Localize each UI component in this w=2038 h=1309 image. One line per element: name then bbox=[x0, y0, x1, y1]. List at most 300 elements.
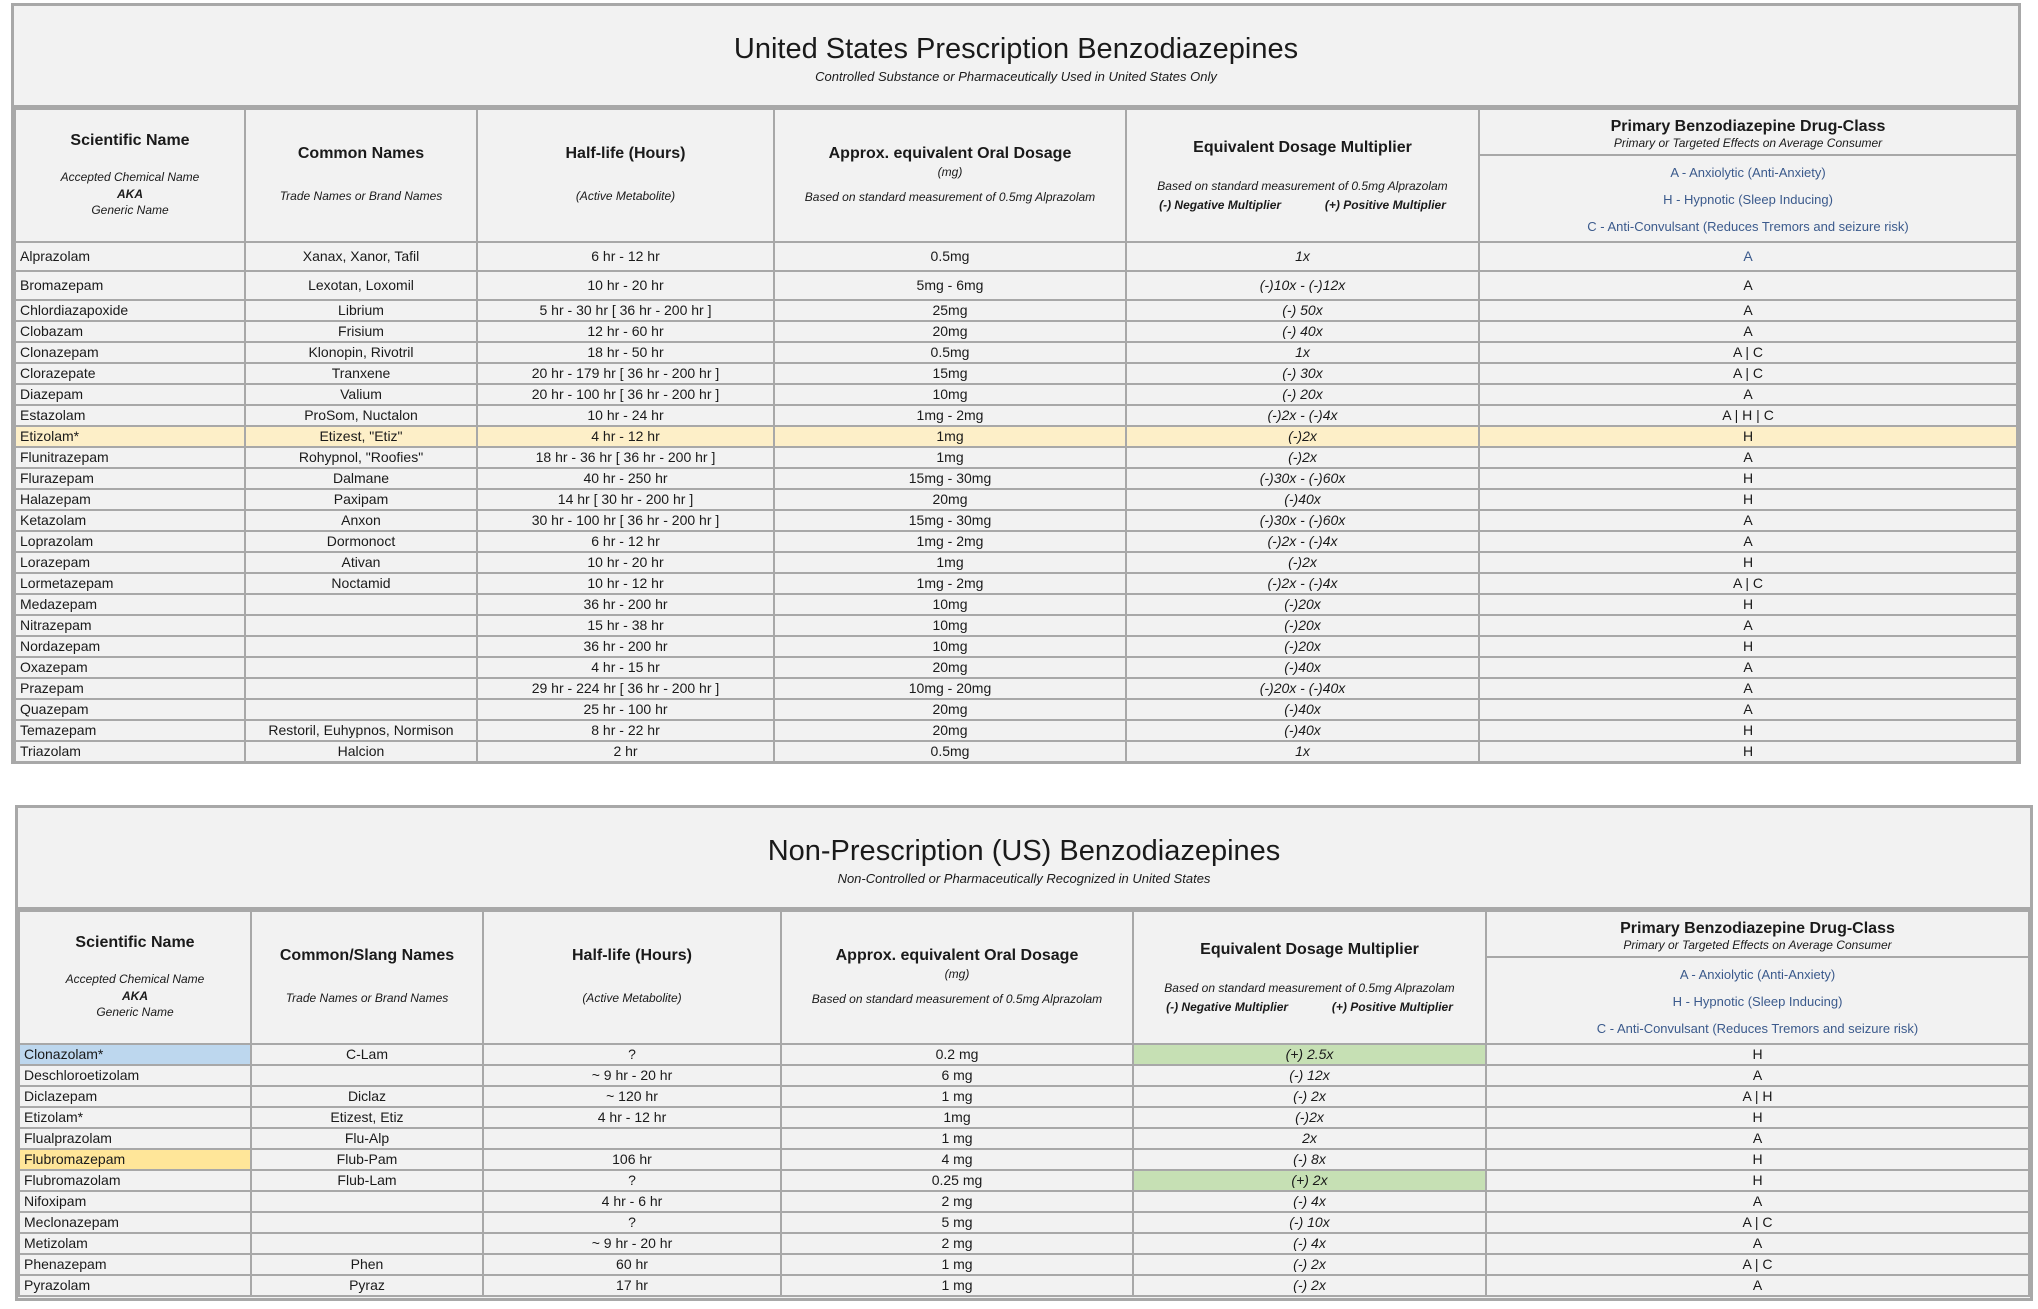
header-dose-title: Approx. equivalent Oral Dosage bbox=[828, 144, 1072, 162]
cell-half-life bbox=[483, 1128, 781, 1149]
cell-common-names: Restoril, Euhypnos, Normison bbox=[245, 720, 477, 741]
cell-multiplier: (-) 2x bbox=[1133, 1254, 1486, 1275]
nonrx-table-subtitle: Non-Controlled or Pharmaceutically Recognized in United States bbox=[837, 871, 1211, 886]
legend-anticonvulsant: C - Anti-Convulsant (Reduces Tremors and seizure risk) bbox=[1587, 218, 1909, 234]
cell-multiplier: (-) 10x bbox=[1133, 1212, 1486, 1233]
nonrx-header-row bbox=[19, 911, 2029, 1044]
cell-multiplier: (-)2x - (-)4x bbox=[1126, 405, 1479, 426]
cell-scientific-name: Oxazepam bbox=[15, 657, 245, 678]
cell-oral-dosage: 15mg bbox=[774, 363, 1126, 384]
cell-half-life: 36 hr - 200 hr bbox=[477, 636, 774, 657]
cell-common-names: Dalmane bbox=[245, 468, 477, 489]
header-dose-sub: Based on standard measurement of 0.5mg Alprazolam bbox=[811, 991, 1103, 1006]
class-legend bbox=[1480, 156, 2016, 240]
header-half-sub: (Active Metabolite) bbox=[575, 189, 676, 203]
cell-multiplier: (-)40x bbox=[1126, 489, 1479, 510]
cell-drug-class: A bbox=[1479, 615, 2017, 636]
header-class-head bbox=[1480, 112, 2016, 156]
cell-half-life: 10 hr - 12 hr bbox=[477, 573, 774, 594]
us-prescription-panel bbox=[11, 3, 2021, 764]
cell-common-names: Anxon bbox=[245, 510, 477, 531]
cell-common-names: Lexotan, Loxomil bbox=[245, 271, 477, 300]
cell-oral-dosage: 15mg - 30mg bbox=[774, 510, 1126, 531]
table-row bbox=[19, 1107, 2029, 1128]
cell-oral-dosage: 1 mg bbox=[781, 1254, 1133, 1275]
table-row bbox=[15, 615, 2017, 636]
table-row bbox=[15, 447, 2017, 468]
cell-half-life: 15 hr - 38 hr bbox=[477, 615, 774, 636]
cell-multiplier: (-)40x bbox=[1126, 657, 1479, 678]
cell-oral-dosage: 20mg bbox=[774, 720, 1126, 741]
cell-drug-class: H bbox=[1479, 426, 2017, 447]
cell-common-names: Rohypnol, "Roofies" bbox=[245, 447, 477, 468]
cell-multiplier: (-)20x - (-)40x bbox=[1126, 678, 1479, 699]
cell-scientific-name: Nifoxipam bbox=[19, 1191, 251, 1212]
header-class-sub: Primary or Targeted Effects on Average Consumer bbox=[1613, 135, 1883, 150]
cell-drug-class: H bbox=[1486, 1044, 2029, 1065]
cell-multiplier: (-)10x - (-)12x bbox=[1126, 271, 1479, 300]
cell-half-life: ? bbox=[483, 1212, 781, 1233]
header-scientific-name bbox=[19, 911, 251, 1044]
cell-oral-dosage: 20mg bbox=[774, 489, 1126, 510]
cell-drug-class: H bbox=[1479, 489, 2017, 510]
cell-drug-class: A bbox=[1486, 1191, 2029, 1212]
cell-common-names: Etizest, "Etiz" bbox=[245, 426, 477, 447]
cell-oral-dosage: 5 mg bbox=[781, 1212, 1133, 1233]
cell-drug-class: A | C bbox=[1479, 363, 2017, 384]
header-drug-class bbox=[1486, 911, 2029, 1044]
table-row bbox=[19, 1065, 2029, 1086]
header-mult-neg: (-) Negative Multiplier bbox=[1159, 198, 1282, 212]
cell-half-life: 36 hr - 200 hr bbox=[477, 594, 774, 615]
cell-drug-class: H bbox=[1479, 468, 2017, 489]
cell-drug-class: A bbox=[1479, 321, 2017, 342]
cell-oral-dosage: 1mg - 2mg bbox=[774, 573, 1126, 594]
table-row bbox=[15, 384, 2017, 405]
cell-scientific-name: Halazepam bbox=[15, 489, 245, 510]
header-dose-unit: (mg) bbox=[944, 966, 970, 981]
table-row bbox=[19, 1233, 2029, 1254]
cell-half-life: ? bbox=[483, 1170, 781, 1191]
table-row bbox=[19, 1212, 2029, 1233]
header-common-sub: Trade Names or Brand Names bbox=[285, 991, 449, 1005]
cell-scientific-name: Phenazepam bbox=[19, 1254, 251, 1275]
table-row bbox=[19, 1044, 2029, 1065]
cell-common-names: Phen bbox=[251, 1254, 483, 1275]
cell-half-life: ~ 9 hr - 20 hr bbox=[483, 1233, 781, 1254]
cell-scientific-name: Flubromazolam bbox=[19, 1170, 251, 1191]
cell-drug-class: A bbox=[1479, 531, 2017, 552]
cell-common-names: C-Lam bbox=[251, 1044, 483, 1065]
cell-common-names: Paxipam bbox=[245, 489, 477, 510]
non-prescription-panel bbox=[15, 805, 2033, 1301]
cell-drug-class: A | H | C bbox=[1479, 405, 2017, 426]
cell-drug-class: A bbox=[1479, 300, 2017, 321]
cell-oral-dosage: 1mg - 2mg bbox=[774, 531, 1126, 552]
cell-half-life: 2 hr bbox=[477, 741, 774, 762]
cell-common-names: Tranxene bbox=[245, 363, 477, 384]
header-sci-line1: Accepted Chemical Name bbox=[60, 169, 200, 184]
cell-scientific-name: Ketazolam bbox=[15, 510, 245, 531]
cell-multiplier: (-)2x bbox=[1126, 447, 1479, 468]
cell-half-life: 14 hr [ 30 hr - 200 hr ] bbox=[477, 489, 774, 510]
cell-scientific-name: Lormetazepam bbox=[15, 573, 245, 594]
legend-anxiolytic: A - Anxiolytic (Anti-Anxiety) bbox=[1670, 164, 1826, 180]
cell-half-life: 60 hr bbox=[483, 1254, 781, 1275]
header-dose-title: Approx. equivalent Oral Dosage bbox=[835, 946, 1079, 964]
header-class-sub: Primary or Targeted Effects on Average Consumer bbox=[1623, 937, 1892, 952]
cell-oral-dosage: 2 mg bbox=[781, 1191, 1133, 1212]
cell-drug-class: A | C bbox=[1486, 1254, 2029, 1275]
cell-multiplier: 1x bbox=[1126, 342, 1479, 363]
cell-scientific-name: Etizolam* bbox=[15, 426, 245, 447]
cell-multiplier: (-) 30x bbox=[1126, 363, 1479, 384]
cell-scientific-name: Clonazepam bbox=[15, 342, 245, 363]
cell-multiplier: (-) 4x bbox=[1133, 1233, 1486, 1254]
cell-scientific-name: Quazepam bbox=[15, 699, 245, 720]
cell-drug-class: A | H bbox=[1486, 1086, 2029, 1107]
cell-oral-dosage: 1mg - 2mg bbox=[774, 405, 1126, 426]
cell-half-life: 20 hr - 100 hr [ 36 hr - 200 hr ] bbox=[477, 384, 774, 405]
table-row bbox=[15, 573, 2017, 594]
header-multiplier bbox=[1126, 109, 1479, 242]
cell-half-life: 5 hr - 30 hr [ 36 hr - 200 hr ] bbox=[477, 300, 774, 321]
table-row bbox=[15, 636, 2017, 657]
table-row bbox=[15, 552, 2017, 573]
cell-multiplier: 2x bbox=[1133, 1128, 1486, 1149]
cell-common-names: Frisium bbox=[245, 321, 477, 342]
cell-half-life: 20 hr - 179 hr [ 36 hr - 200 hr ] bbox=[477, 363, 774, 384]
cell-half-life: 10 hr - 24 hr bbox=[477, 405, 774, 426]
header-sci-title: Scientific Name bbox=[70, 131, 190, 149]
cell-half-life: 25 hr - 100 hr bbox=[477, 699, 774, 720]
cell-scientific-name: Alprazolam bbox=[15, 242, 245, 271]
cell-drug-class: A bbox=[1479, 678, 2017, 699]
cell-oral-dosage: 1mg bbox=[774, 447, 1126, 468]
cell-half-life: 10 hr - 20 hr bbox=[477, 552, 774, 573]
cell-half-life: 18 hr - 36 hr [ 36 hr - 200 hr ] bbox=[477, 447, 774, 468]
table-row bbox=[15, 271, 2017, 300]
cell-common-names: Klonopin, Rivotril bbox=[245, 342, 477, 363]
table-row bbox=[15, 300, 2017, 321]
cell-scientific-name: Flunitrazepam bbox=[15, 447, 245, 468]
cell-scientific-name: Temazepam bbox=[15, 720, 245, 741]
cell-oral-dosage: 1mg bbox=[781, 1107, 1133, 1128]
cell-oral-dosage: 20mg bbox=[774, 657, 1126, 678]
cell-oral-dosage: 1 mg bbox=[781, 1086, 1133, 1107]
cell-half-life: ~ 9 hr - 20 hr bbox=[483, 1065, 781, 1086]
cell-common-names: Ativan bbox=[245, 552, 477, 573]
cell-drug-class: A bbox=[1479, 271, 2017, 300]
cell-oral-dosage: 0.2 mg bbox=[781, 1044, 1133, 1065]
cell-multiplier: (-) 2x bbox=[1133, 1275, 1486, 1296]
cell-scientific-name: Loprazolam bbox=[15, 531, 245, 552]
table-row bbox=[19, 1275, 2029, 1296]
cell-half-life: 4 hr - 12 hr bbox=[477, 426, 774, 447]
table-row bbox=[19, 1086, 2029, 1107]
table-row bbox=[15, 468, 2017, 489]
cell-half-life: 4 hr - 6 hr bbox=[483, 1191, 781, 1212]
cell-half-life: 6 hr - 12 hr bbox=[477, 531, 774, 552]
cell-drug-class: H bbox=[1479, 594, 2017, 615]
cell-oral-dosage: 1 mg bbox=[781, 1128, 1133, 1149]
table-row bbox=[15, 741, 2017, 762]
cell-oral-dosage: 0.5mg bbox=[774, 242, 1126, 271]
cell-scientific-name: Pyrazolam bbox=[19, 1275, 251, 1296]
cell-oral-dosage: 2 mg bbox=[781, 1233, 1133, 1254]
cell-common-names: Flub-Pam bbox=[251, 1149, 483, 1170]
us-table-title: United States Prescription Benzodiazepines bbox=[733, 33, 1299, 65]
cell-common-names bbox=[251, 1233, 483, 1254]
header-common-title: Common/Slang Names bbox=[279, 947, 455, 964]
cell-multiplier: (-) 20x bbox=[1126, 384, 1479, 405]
cell-common-names bbox=[251, 1191, 483, 1212]
cell-scientific-name: Meclonazepam bbox=[19, 1212, 251, 1233]
cell-drug-class: A | C bbox=[1479, 573, 2017, 594]
cell-common-names: Xanax, Xanor, Tafil bbox=[245, 242, 477, 271]
cell-scientific-name: Diazepam bbox=[15, 384, 245, 405]
cell-common-names: Diclaz bbox=[251, 1086, 483, 1107]
cell-common-names bbox=[245, 594, 477, 615]
cell-multiplier: 1x bbox=[1126, 741, 1479, 762]
header-half-title: Half-life (Hours) bbox=[565, 145, 686, 162]
cell-common-names: ProSom, Nuctalon bbox=[245, 405, 477, 426]
cell-multiplier: (-)20x bbox=[1126, 594, 1479, 615]
header-sci-aka: AKA bbox=[122, 988, 148, 1003]
cell-multiplier: (-) 8x bbox=[1133, 1149, 1486, 1170]
us-table-subtitle: Controlled Substance or Pharmaceutically Used in United States Only bbox=[815, 69, 1217, 84]
cell-drug-class: A bbox=[1479, 242, 2017, 271]
cell-scientific-name: Estazolam bbox=[15, 405, 245, 426]
cell-oral-dosage: 0.25 mg bbox=[781, 1170, 1133, 1191]
cell-oral-dosage: 10mg bbox=[774, 384, 1126, 405]
table-row bbox=[15, 657, 2017, 678]
cell-multiplier: 1x bbox=[1126, 242, 1479, 271]
cell-drug-class: A bbox=[1479, 384, 2017, 405]
cell-multiplier: (-)2x bbox=[1126, 552, 1479, 573]
header-mult-pos: (+) Positive Multiplier bbox=[1324, 198, 1446, 212]
table-row bbox=[15, 531, 2017, 552]
cell-half-life: ~ 120 hr bbox=[483, 1086, 781, 1107]
cell-scientific-name: Prazepam bbox=[15, 678, 245, 699]
cell-oral-dosage: 1mg bbox=[774, 426, 1126, 447]
cell-oral-dosage: 1 mg bbox=[781, 1275, 1133, 1296]
cell-drug-class: A bbox=[1479, 657, 2017, 678]
cell-scientific-name: Clobazam bbox=[15, 321, 245, 342]
cell-scientific-name: Bromazepam bbox=[15, 271, 245, 300]
cell-scientific-name: Flurazepam bbox=[15, 468, 245, 489]
header-common-title: Common Names bbox=[297, 145, 425, 162]
cell-multiplier: (-) 4x bbox=[1133, 1191, 1486, 1212]
header-sci-line2: Generic Name bbox=[91, 202, 169, 217]
header-half-title: Half-life (Hours) bbox=[572, 947, 692, 964]
cell-drug-class: H bbox=[1479, 552, 2017, 573]
cell-drug-class: A bbox=[1486, 1065, 2029, 1086]
cell-drug-class: A bbox=[1479, 447, 2017, 468]
table-row bbox=[15, 678, 2017, 699]
cell-oral-dosage: 6 mg bbox=[781, 1065, 1133, 1086]
cell-half-life: 40 hr - 250 hr bbox=[477, 468, 774, 489]
header-sci-line1: Accepted Chemical Name bbox=[65, 971, 205, 986]
table-row bbox=[15, 342, 2017, 363]
cell-common-names bbox=[245, 657, 477, 678]
cell-common-names bbox=[245, 615, 477, 636]
cell-multiplier: (-)40x bbox=[1126, 699, 1479, 720]
legend-anticonvulsant: C - Anti-Convulsant (Reduces Tremors and seizure risk) bbox=[1596, 1020, 1919, 1036]
cell-oral-dosage: 0.5mg bbox=[774, 741, 1126, 762]
cell-drug-class: A bbox=[1486, 1275, 2029, 1296]
cell-common-names: Halcion bbox=[245, 741, 477, 762]
cell-common-names: Librium bbox=[245, 300, 477, 321]
cell-common-names: Flub-Lam bbox=[251, 1170, 483, 1191]
cell-scientific-name: Metizolam bbox=[19, 1233, 251, 1254]
header-oral-dosage bbox=[781, 911, 1133, 1044]
cell-half-life: 4 hr - 12 hr bbox=[483, 1107, 781, 1128]
cell-oral-dosage: 0.5mg bbox=[774, 342, 1126, 363]
cell-drug-class: H bbox=[1486, 1170, 2029, 1191]
cell-oral-dosage: 10mg bbox=[774, 636, 1126, 657]
table-row bbox=[15, 489, 2017, 510]
table-row bbox=[19, 1170, 2029, 1191]
cell-scientific-name: Deschloroetizolam bbox=[19, 1065, 251, 1086]
legend-hypnotic: H - Hypnotic (Sleep Inducing) bbox=[1672, 993, 1843, 1009]
table-row bbox=[19, 1254, 2029, 1275]
cell-common-names: Valium bbox=[245, 384, 477, 405]
header-class-head bbox=[1487, 914, 2028, 958]
header-mult-pos: (+) Positive Multiplier bbox=[1331, 1000, 1453, 1014]
cell-common-names bbox=[251, 1212, 483, 1233]
table-row bbox=[19, 1191, 2029, 1212]
cell-oral-dosage: 20mg bbox=[774, 321, 1126, 342]
cell-multiplier: (-)2x - (-)4x bbox=[1126, 531, 1479, 552]
header-common-names bbox=[251, 911, 483, 1044]
non-prescription-table bbox=[18, 910, 2030, 1297]
header-dose-sub: Based on standard measurement of 0.5mg Alprazolam bbox=[804, 189, 1096, 204]
header-class-title: Primary Benzodiazepine Drug-Class bbox=[1610, 117, 1886, 135]
cell-half-life: 4 hr - 15 hr bbox=[477, 657, 774, 678]
cell-multiplier: (+) 2.5x bbox=[1133, 1044, 1486, 1065]
header-dose-unit: (mg) bbox=[937, 164, 963, 179]
cell-scientific-name: Triazolam bbox=[15, 741, 245, 762]
table-row bbox=[19, 1149, 2029, 1170]
table-row bbox=[15, 720, 2017, 741]
table-row bbox=[15, 594, 2017, 615]
nonrx-table-title: Non-Prescription (US) Benzodiazepines bbox=[767, 835, 1281, 867]
header-mult-title: Equivalent Dosage Multiplier bbox=[1200, 941, 1419, 958]
cell-multiplier: (-) 2x bbox=[1133, 1086, 1486, 1107]
cell-drug-class: A | C bbox=[1479, 342, 2017, 363]
header-half-life bbox=[477, 109, 774, 242]
cell-half-life: 12 hr - 60 hr bbox=[477, 321, 774, 342]
cell-oral-dosage: 15mg - 30mg bbox=[774, 468, 1126, 489]
table-row bbox=[15, 426, 2017, 447]
cell-oral-dosage: 10mg - 20mg bbox=[774, 678, 1126, 699]
us-prescription-table bbox=[14, 108, 2018, 763]
header-sci-aka: AKA bbox=[117, 186, 143, 201]
header-sci-line2: Generic Name bbox=[96, 1004, 174, 1019]
cell-half-life: ? bbox=[483, 1044, 781, 1065]
cell-half-life: 18 hr - 50 hr bbox=[477, 342, 774, 363]
cell-half-life: 10 hr - 20 hr bbox=[477, 271, 774, 300]
cell-scientific-name: Clonazolam* bbox=[19, 1044, 251, 1065]
cell-multiplier: (-)2x - (-)4x bbox=[1126, 573, 1479, 594]
cell-drug-class: H bbox=[1479, 636, 2017, 657]
table-row bbox=[15, 405, 2017, 426]
header-mult-sub: Based on standard measurement of 0.5mg Alprazolam bbox=[1164, 981, 1455, 995]
cell-common-names: Noctamid bbox=[245, 573, 477, 594]
legend-hypnotic: H - Hypnotic (Sleep Inducing) bbox=[1663, 191, 1833, 207]
cell-multiplier: (+) 2x bbox=[1133, 1170, 1486, 1191]
header-half-sub: (Active Metabolite) bbox=[582, 991, 682, 1005]
header-drug-class bbox=[1479, 109, 2017, 242]
cell-multiplier: (-)40x bbox=[1126, 720, 1479, 741]
cell-oral-dosage: 5mg - 6mg bbox=[774, 271, 1126, 300]
cell-common-names bbox=[245, 678, 477, 699]
cell-drug-class: H bbox=[1479, 720, 2017, 741]
cell-drug-class: H bbox=[1486, 1149, 2029, 1170]
cell-oral-dosage: 25mg bbox=[774, 300, 1126, 321]
cell-half-life: 17 hr bbox=[483, 1275, 781, 1296]
cell-common-names bbox=[251, 1065, 483, 1086]
cell-half-life: 29 hr - 224 hr [ 36 hr - 200 hr ] bbox=[477, 678, 774, 699]
us-title-box bbox=[14, 6, 2018, 108]
cell-common-names: Flu-Alp bbox=[251, 1128, 483, 1149]
table-row bbox=[15, 699, 2017, 720]
header-class-title: Primary Benzodiazepine Drug-Class bbox=[1620, 919, 1895, 937]
us-header-row bbox=[15, 109, 2017, 242]
cell-multiplier: (-) 12x bbox=[1133, 1065, 1486, 1086]
cell-drug-class: A bbox=[1479, 510, 2017, 531]
cell-multiplier: (-)30x - (-)60x bbox=[1126, 468, 1479, 489]
cell-half-life: 6 hr - 12 hr bbox=[477, 242, 774, 271]
cell-drug-class: H bbox=[1486, 1107, 2029, 1128]
cell-drug-class: H bbox=[1479, 741, 2017, 762]
cell-half-life: 8 hr - 22 hr bbox=[477, 720, 774, 741]
cell-scientific-name: Etizolam* bbox=[19, 1107, 251, 1128]
header-mult-title: Equivalent Dosage Multiplier bbox=[1193, 139, 1412, 156]
table-row bbox=[19, 1128, 2029, 1149]
header-common-sub: Trade Names or Brand Names bbox=[279, 189, 443, 203]
cell-drug-class: A bbox=[1486, 1233, 2029, 1254]
cell-oral-dosage: 20mg bbox=[774, 699, 1126, 720]
header-scientific-name bbox=[15, 109, 245, 242]
table-row bbox=[15, 363, 2017, 384]
cell-scientific-name: Clorazepate bbox=[15, 363, 245, 384]
cell-scientific-name: Chlordiazapoxide bbox=[15, 300, 245, 321]
cell-drug-class: A bbox=[1479, 699, 2017, 720]
cell-multiplier: (-) 50x bbox=[1126, 300, 1479, 321]
cell-multiplier: (-)2x bbox=[1126, 426, 1479, 447]
cell-oral-dosage: 10mg bbox=[774, 615, 1126, 636]
cell-scientific-name: Diclazepam bbox=[19, 1086, 251, 1107]
header-half-life bbox=[483, 911, 781, 1044]
cell-scientific-name: Flualprazolam bbox=[19, 1128, 251, 1149]
cell-scientific-name: Nitrazepam bbox=[15, 615, 245, 636]
cell-scientific-name: Flubromazepam bbox=[19, 1149, 251, 1170]
cell-half-life: 30 hr - 100 hr [ 36 hr - 200 hr ] bbox=[477, 510, 774, 531]
header-mult-sub: Based on standard measurement of 0.5mg Alprazolam bbox=[1157, 179, 1448, 193]
cell-common-names: Etizest, Etiz bbox=[251, 1107, 483, 1128]
legend-anxiolytic: A - Anxiolytic (Anti-Anxiety) bbox=[1679, 966, 1836, 982]
cell-multiplier: (-)20x bbox=[1126, 636, 1479, 657]
table-row bbox=[15, 510, 2017, 531]
header-common-names bbox=[245, 109, 477, 242]
cell-drug-class: A | C bbox=[1486, 1212, 2029, 1233]
cell-oral-dosage: 1mg bbox=[774, 552, 1126, 573]
class-legend bbox=[1487, 958, 2028, 1042]
cell-multiplier: (-)30x - (-)60x bbox=[1126, 510, 1479, 531]
cell-scientific-name: Medazepam bbox=[15, 594, 245, 615]
